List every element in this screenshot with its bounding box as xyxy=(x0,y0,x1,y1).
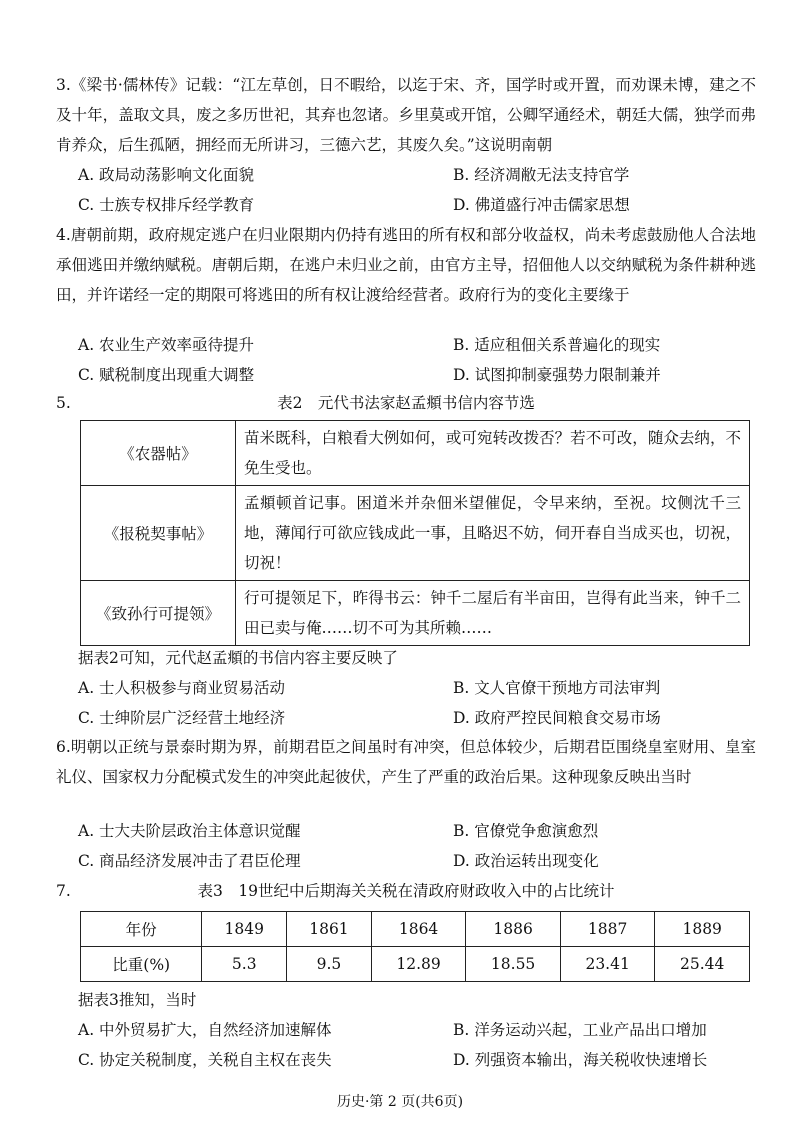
table-3-header-label: 年份 xyxy=(81,912,202,947)
question-7-caption-row xyxy=(56,876,756,906)
table-2-letter-text: 行可提领足下，昨得书云：钟千二屋后有半亩田，岂得有此当来，钟千二田已卖与俺……切不可为其所赖…… xyxy=(236,581,750,646)
table-3-year: 1849 xyxy=(202,912,287,947)
options-row xyxy=(78,846,758,876)
option-c[interactable]: C. 赋税制度出现重大调整 xyxy=(78,366,255,384)
option-a[interactable]: A. 政局动荡影响文化面貌 xyxy=(78,166,255,184)
table-3-value: 25.44 xyxy=(655,947,750,982)
table-2-letter-text: 苗米既科，白粮看大例如何，或可宛转改拨否？若不可改，随众去纳，不免生受也。 xyxy=(236,421,750,486)
option-c[interactable]: C. 商品经济发展冲击了君臣伦理 xyxy=(78,852,301,870)
option-c[interactable]: C. 士绅阶层广泛经营土地经济 xyxy=(78,709,286,727)
question-7-stem: 据表3推知，当时 xyxy=(78,991,197,1009)
table-row xyxy=(81,486,750,581)
table-2-letter-text: 孟頫顿首记事。困道米并杂佃米望催促，令早来纳，至祝。坟侧沈千三地，薄闻行可欲应钱成此一事，且略迟不妨，伺开春自当成买也，切祝，切祝！ xyxy=(236,486,750,581)
option-c[interactable]: C. 士族专权排斥经学教育 xyxy=(78,196,255,214)
question-4-text xyxy=(56,220,756,310)
question-6-options xyxy=(78,816,758,876)
option-c[interactable]: C. 协定关税制度，关税自主权在丧失 xyxy=(78,1051,332,1069)
table-2-letter-name: 《致孙行可提领》 xyxy=(81,581,236,646)
option-a[interactable]: A. 中外贸易扩大，自然经济加速解体 xyxy=(78,1021,332,1039)
question-3-number: 3. xyxy=(56,76,71,94)
table-3-year: 1861 xyxy=(287,912,372,947)
table-3-value: 5.3 xyxy=(202,947,287,982)
table-3-value: 12.89 xyxy=(371,947,466,982)
question-5-stem: 据表2可知，元代赵孟頫的书信内容主要反映了 xyxy=(78,649,398,667)
table-3-value-label: 比重(%) xyxy=(81,947,202,982)
options-row xyxy=(78,816,758,846)
question-5-caption-row xyxy=(56,388,756,418)
option-b[interactable]: B. 经济凋敝无法支持官学 xyxy=(453,166,630,184)
question-5-options xyxy=(78,673,758,733)
table-3 xyxy=(80,911,750,982)
table-3-year: 1864 xyxy=(371,912,466,947)
table-2 xyxy=(80,420,750,646)
option-b[interactable]: B. 官僚党争愈演愈烈 xyxy=(453,822,599,840)
question-6-number: 6. xyxy=(56,738,71,756)
option-b[interactable]: B. 洋务运动兴起，工业产品出口增加 xyxy=(453,1021,707,1039)
table-3-year: 1886 xyxy=(466,912,561,947)
table-2-letter-name: 《农器帖》 xyxy=(81,421,236,486)
question-3-text xyxy=(56,70,756,160)
table-2-caption: 表2 元代书法家赵孟頫书信内容节选 xyxy=(277,394,535,412)
options-row xyxy=(78,1045,758,1075)
table-row xyxy=(81,947,750,982)
option-d[interactable]: D. 政治运转出现变化 xyxy=(453,852,599,870)
option-a[interactable]: A. 士人积极参与商业贸易活动 xyxy=(78,679,286,697)
option-a[interactable]: A. 士大夫阶层政治主体意识觉醒 xyxy=(78,822,301,840)
question-4-options xyxy=(78,330,758,390)
options-row xyxy=(78,1015,758,1045)
options-row xyxy=(78,360,758,390)
option-b[interactable]: B. 文人官僚干预地方司法审判 xyxy=(453,679,661,697)
question-4-number: 4. xyxy=(56,226,71,244)
question-5-number: 5. xyxy=(56,394,71,412)
options-row xyxy=(78,330,758,360)
question-7-options xyxy=(78,1015,758,1075)
question-6-text xyxy=(56,732,756,792)
table-3-caption: 表3 19世纪中后期海关关税在清政府财政收入中的占比统计 xyxy=(197,882,615,900)
option-d[interactable]: D. 佛道盛行冲击儒家思想 xyxy=(453,196,630,214)
table-row xyxy=(81,912,750,947)
options-row xyxy=(78,673,758,703)
table-row xyxy=(81,421,750,486)
option-d[interactable]: D. 列强资本输出，海关税收快速增长 xyxy=(453,1051,708,1069)
table-3-value: 18.55 xyxy=(466,947,561,982)
option-d[interactable]: D. 政府严控民间粮食交易市场 xyxy=(453,709,661,727)
question-6-body: 明朝以正统与景泰时期为界，前期君臣之间虽时有冲突，但总体较少，后期君臣围绕皇室财用、皇室礼仪、国家权力分配模式发生的冲突此起彼伏，产生了严重的政治后果。这种现象反映出当时 xyxy=(56,738,756,786)
options-row xyxy=(78,190,758,220)
option-a[interactable]: A. 农业生产效率亟待提升 xyxy=(78,336,255,354)
table-3-year: 1887 xyxy=(560,912,655,947)
table-row xyxy=(81,581,750,646)
question-4-body: 唐朝前期，政府规定逃户在归业限期内仍持有逃田的所有权和部分收益权，尚未考虑鼓励他人合法地承佃逃田并缴纳赋税。唐朝后期，在逃户未归业之前，由官方主导，招佃他人以交纳赋税为条件耕种逃田，并许诺经一定的期限可将逃田的所有权让渡给经营者。政府行为的变化主要缘于 xyxy=(56,226,756,304)
options-row xyxy=(78,160,758,190)
options-row xyxy=(78,703,758,733)
question-3-options xyxy=(78,160,758,220)
question-3-body: 《梁书·儒林传》记载：“江左草创，日不暇给，以迄于宋、齐，国学时或开置，而劝课未博，建之不及十年，盖取文具，废之多历世祀，其弃也忽诸。乡里莫或开馆，公卿罕通经术，朝廷大儒，独学而弗肯养众，后生孤陋，拥经而无所讲习，三德六艺，其废久矣。”这说明南朝 xyxy=(56,76,756,154)
option-b[interactable]: B. 适应租佃关系普遍化的现实 xyxy=(453,336,661,354)
question-7-number: 7. xyxy=(56,882,71,900)
option-d[interactable]: D. 试图抑制豪强势力限制兼并 xyxy=(453,366,661,384)
table-3-year: 1889 xyxy=(655,912,750,947)
table-3-value: 9.5 xyxy=(287,947,372,982)
table-2-letter-name: 《报税契事帖》 xyxy=(81,486,236,581)
table-3-value: 23.41 xyxy=(560,947,655,982)
page-footer: 历史·第 2 页(共6页) xyxy=(336,1094,464,1110)
